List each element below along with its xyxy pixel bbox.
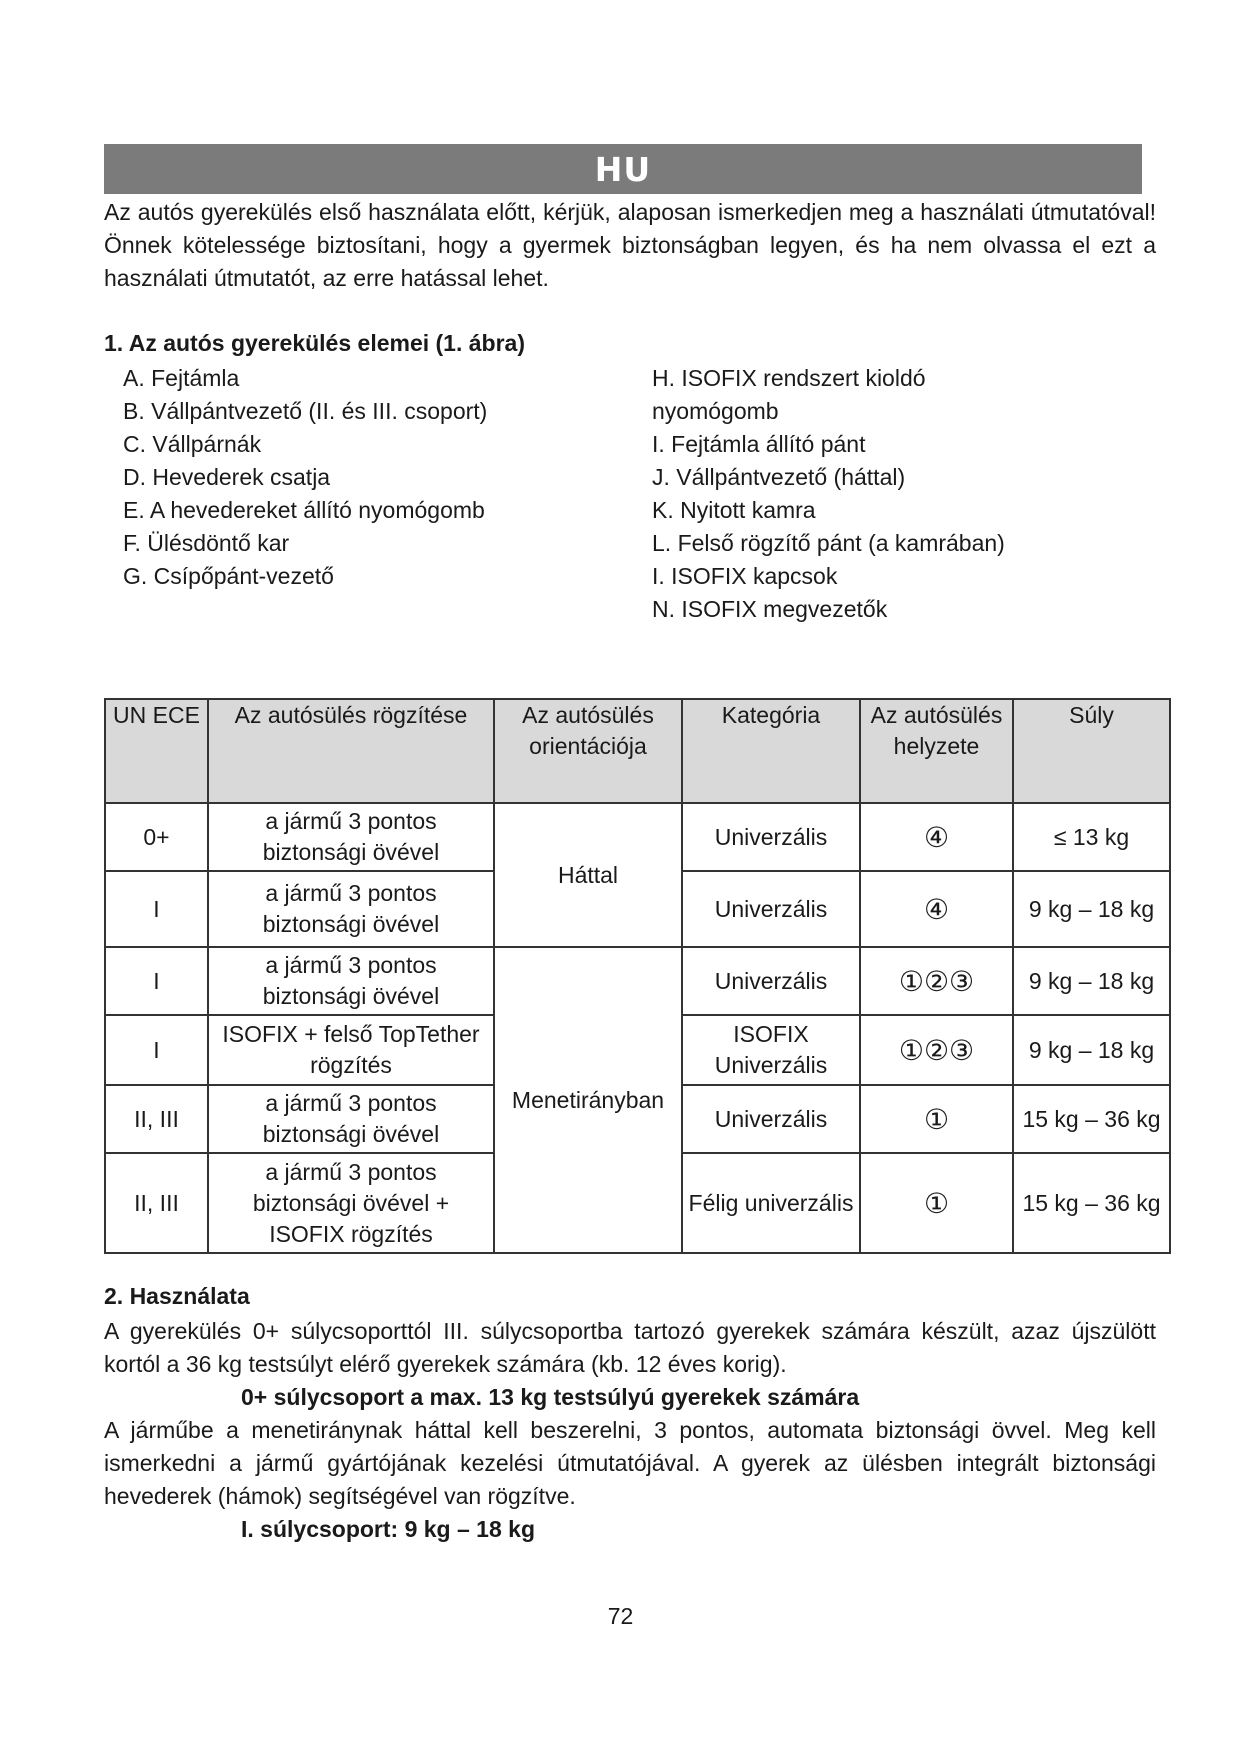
section2-body — [104, 1315, 1156, 1546]
list-item: E. A hevedereket állító nyomógomb — [123, 497, 485, 523]
section1-title: 1. Az autós gyerekülés elemei (1. ábra) — [104, 330, 525, 356]
usage-paragraph: A járműbe a menetiránynak háttal kell beszerelni, 3 pontos, automata biztonsági övvel. Meg kell ismerkedni a jármű gyártójának kezelési útmutatójával. A gyerek az ülésben integrált biztonsági hevederek (hámok) segítségével van rögzítve. — [104, 1417, 1156, 1509]
list-item: A. Fejtámla — [123, 365, 240, 391]
fixing-cell: a jármű 3 pontos biztonsági övével — [208, 871, 494, 947]
list-item: I. ISOFIX kapcsok — [652, 563, 838, 589]
weight-cell: 9 kg – 18 kg — [1013, 871, 1170, 947]
category-cell: Univerzális — [682, 1085, 860, 1153]
group-cell: I — [105, 871, 208, 947]
list-item: F. Ülésdöntő kar — [123, 530, 290, 556]
list-item: D. Hevederek csatja — [123, 464, 331, 490]
list-item: C. Vállpárnák — [123, 431, 262, 457]
list-item: L. Felső rögzítő pánt (a kamrában) — [652, 530, 1005, 556]
position-cell: ①②③ — [860, 1015, 1013, 1085]
position-cell: ①②③ — [860, 947, 1013, 1015]
page-number: 72 — [607, 1603, 634, 1629]
language-header-bar — [104, 144, 1142, 194]
list-item: H. ISOFIX rendszert kioldó — [652, 365, 926, 391]
table-row — [105, 947, 1170, 1015]
header-cell: UN ECE — [105, 699, 208, 803]
weight-cell: 9 kg – 18 kg — [1013, 1015, 1170, 1085]
list-item: K. Nyitott kamra — [652, 497, 816, 523]
header-cell: Az autósülés rögzítése — [208, 699, 494, 803]
orientation-cell: Menetirányban — [494, 947, 682, 1253]
header-cell: Az autósülés helyzete — [860, 699, 1013, 803]
group-1-heading: I. súlycsoport: 9 kg – 18 kg — [241, 1516, 535, 1542]
components-list-right — [652, 362, 1005, 626]
group-0plus-heading: 0+ súlycsoport a max. 13 kg testsúlyú gyerekek számára — [241, 1384, 860, 1410]
list-item: B. Vállpántvezető (II. és III. csoport) — [123, 398, 488, 424]
group-cell: 0+ — [105, 803, 208, 871]
category-cell: Univerzális — [682, 947, 860, 1015]
category-cell: Univerzális — [682, 803, 860, 871]
list-item: I. Fejtámla állító pánt — [652, 431, 866, 457]
category-cell: Univerzális — [682, 871, 860, 947]
position-cell: ④ — [860, 803, 1013, 871]
section2-title: 2. Használata — [104, 1283, 250, 1309]
seat-group-table — [104, 698, 1171, 1254]
orientation-cell: Háttal — [494, 803, 682, 947]
list-item: G. Csípőpánt-vezető — [123, 563, 334, 589]
fixing-cell: a jármű 3 pontos biztonsági övével — [208, 803, 494, 871]
header-cell: Súly — [1013, 699, 1170, 803]
intro-paragraph — [104, 196, 1156, 295]
group-cell: I — [105, 1015, 208, 1085]
table-row — [105, 803, 1170, 871]
fixing-cell: a jármű 3 pontos biztonsági övével + ISOFIX rögzítés — [208, 1153, 494, 1253]
usage-paragraph: A gyerekülés 0+ súlycsoporttól III. súlycsoportba tartozó gyerekek számára készült, azaz újszülött kortól a 36 kg testsúlyt elérő gyerekek számára (kb. 12 éves korig). — [104, 1318, 1156, 1377]
position-cell: ① — [860, 1153, 1013, 1253]
fixing-cell: a jármű 3 pontos biztonsági övével — [208, 947, 494, 1015]
position-cell: ④ — [860, 871, 1013, 947]
weight-cell: 9 kg – 18 kg — [1013, 947, 1170, 1015]
weight-cell: 15 kg – 36 kg — [1013, 1153, 1170, 1253]
list-item: N. ISOFIX megvezetők — [652, 596, 888, 622]
position-cell: ① — [860, 1085, 1013, 1153]
header-cell: Az autósülés orientációja — [494, 699, 682, 803]
category-cell: Félig univerzális — [682, 1153, 860, 1253]
intro-text: Az autós gyerekülés első használata előtt, kérjük, alaposan ismerkedjen meg a használati útmutatóval! Önnek kötelessége biztosítani, hogy a gyermek biztonságban legyen, és ha nem olvassa el ezt a használati útmutatót, az erre hatással lehet. — [104, 199, 1156, 291]
header-cell: Kategória — [682, 699, 860, 803]
group-cell: II, III — [105, 1085, 208, 1153]
list-item: J. Vállpántvezető (háttal) — [652, 464, 906, 490]
list-item: nyomógomb — [652, 398, 779, 424]
language-code: HU — [594, 149, 652, 189]
fixing-cell: ISOFIX + felső TopTether rögzítés — [208, 1015, 494, 1085]
weight-cell: ≤ 13 kg — [1013, 803, 1170, 871]
fixing-cell: a jármű 3 pontos biztonsági övével — [208, 1085, 494, 1153]
group-cell: I — [105, 947, 208, 1015]
weight-cell: 15 kg – 36 kg — [1013, 1085, 1170, 1153]
category-cell: ISOFIX Univerzális — [682, 1015, 860, 1085]
components-list-left — [123, 362, 487, 593]
table-header-row — [105, 699, 1170, 803]
group-cell: II, III — [105, 1153, 208, 1253]
